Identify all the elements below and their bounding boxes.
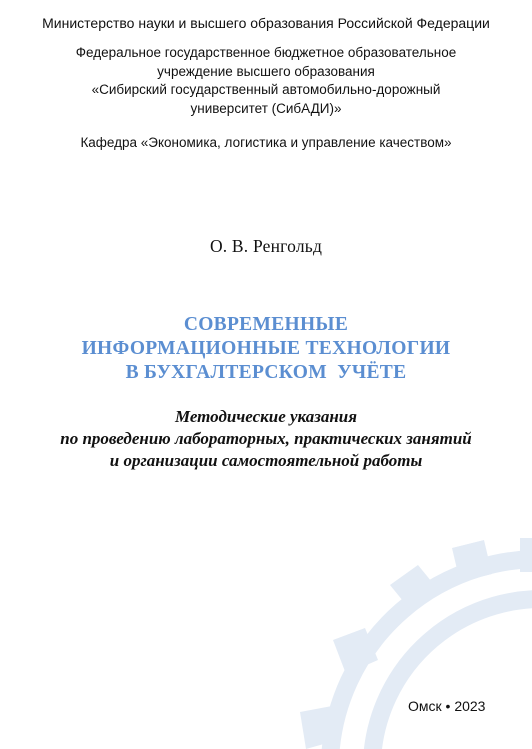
title-line: ИНФОРМАЦИОННЫЕ ТЕХНОЛОГИИ: [81, 338, 451, 359]
city-year: Омск • 2023: [408, 698, 486, 714]
title-line: СОВРЕМЕННЫЕ: [183, 314, 349, 335]
university-line: университет (СибАДИ)»: [190, 100, 342, 116]
university-line: Федеральное государственное бюджетное образовательное: [75, 45, 457, 60]
university-name: [0, 44, 532, 118]
department-name: Кафедра «Экономика, логистика и управление качеством»: [80, 135, 452, 150]
document-title: [0, 313, 532, 385]
subtitle-line: по проведению лабораторных, практических занятий: [60, 429, 472, 448]
subtitle-line: и организации самостоятельной работы: [109, 451, 423, 470]
subtitle-line: Методические указания: [174, 407, 358, 426]
author-name: О. В. Ренгольд: [209, 236, 323, 256]
document-subtitle: [0, 406, 532, 472]
title-line: В БУХГАЛТЕРСКОМ УЧЁТЕ: [125, 362, 407, 383]
university-line: учреждение высшего образования: [157, 63, 375, 79]
ministry-name: Министерство науки и высшего образования Российской Федерации: [42, 15, 490, 31]
university-line: «Сибирский государственный автомобильно-дорожный: [91, 82, 441, 97]
